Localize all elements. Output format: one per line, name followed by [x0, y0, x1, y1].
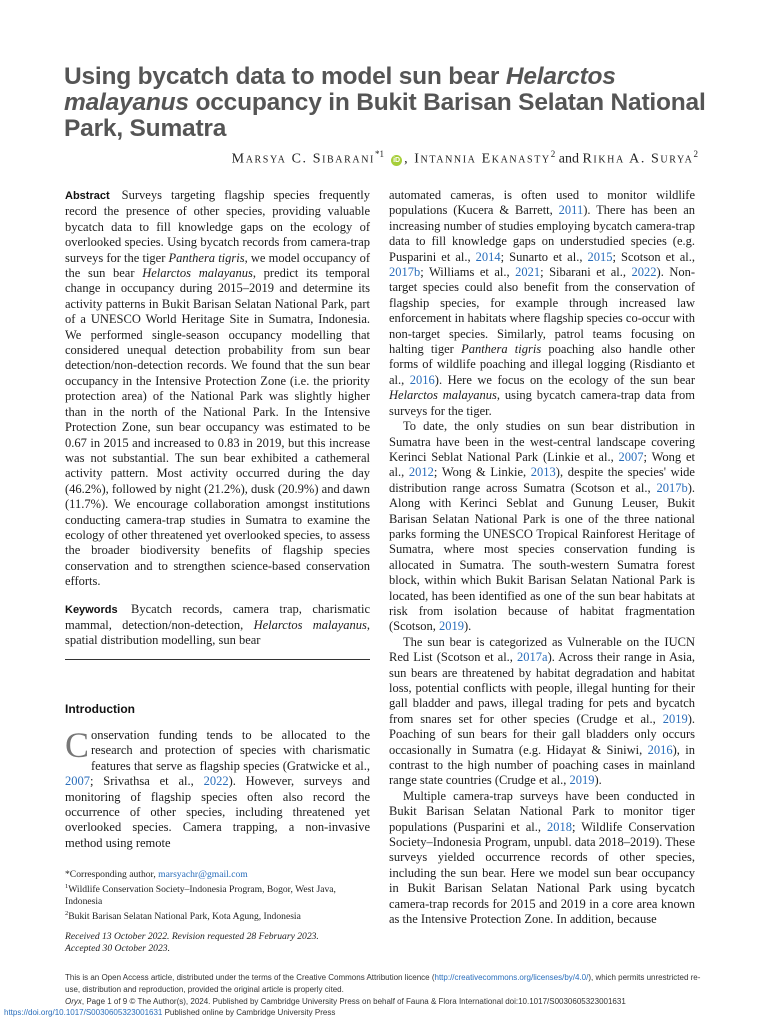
license-link[interactable]: http://creativecommons.org/licenses/by/4.0/ [434, 973, 589, 982]
body-text: ; Scotson et al., [612, 249, 695, 264]
citation-link[interactable]: 2015 [587, 249, 613, 264]
body-text: ; Wong & Linkie, [433, 465, 531, 480]
email-link[interactable]: marsyachr@gmail.com [158, 869, 248, 880]
citation-link[interactable]: 2017b [389, 265, 421, 280]
paragraph [389, 635, 695, 789]
drop-cap: C [65, 725, 90, 765]
abstract-text: Panthera tigris [168, 250, 245, 265]
citation-link[interactable]: 2022 [631, 265, 657, 280]
keywords-text: Bycatch records, camera trap, charismatic mammal, detection/non-detection, [65, 601, 370, 632]
affiliation-1 [65, 881, 370, 908]
citation-link[interactable]: 2019 [569, 773, 595, 788]
abstract-label: Abstract [65, 190, 110, 202]
body-text: Multiple camera-trap surveys have been conducted in Bukit Barisan Selatan National Park to monitor tiger populations (Pusparini et al., [389, 788, 695, 834]
intro-text: onservation funding tends to be allocated to the research and protection of species with charismatic features that serve as flagship species (Gratwicke et al., [91, 728, 370, 773]
published-online-text: Published online by Cambridge University Press [162, 1008, 336, 1017]
author-2: Intannia Ekanasty [414, 151, 551, 167]
title-text-2: occupancy in Bukit Barisan Selatan National Park, Sumatra [64, 89, 706, 142]
body-text: ), despite the species' wide distribution range across Sumatra (Scotson et al., [389, 465, 695, 495]
footnotes [65, 869, 370, 955]
body-text: ). Non-target species could also benefit from the conservation of flagship species, for example through increased law enforcement in habitats where flagship species co-occur with non-target species. Similarly, patrol teams focusing on halting tiger [389, 265, 696, 357]
citation-link[interactable]: 2007 [618, 449, 644, 464]
body-text: The sun bear is categorized as Vulnerable on the IUCN Red List (Scotson et al., [389, 634, 695, 665]
citation-link[interactable]: 2019 [662, 711, 688, 726]
citation-link[interactable]: 2018 [546, 819, 572, 834]
abstract-text: Surveys targeting flagship species frequently record the presence of other species, providing valuable bycatch data to fill knowledge gaps on the ecology of overlooked species. Using bycatch records from camera-trap surveys for the tiger [65, 188, 370, 265]
doi-link[interactable]: https://doi.org/10.1017/S0030605323001631 [4, 1008, 163, 1017]
license-text-part: ), which permits unrestricted re-use, distribution and reproduction, provided the original article is properly cited. [65, 973, 701, 994]
body-text: ). Poaching of sun bears for their gall bladders only occurs occasionally in Sumatra (e.g. Hidayat & Siniwi, [389, 711, 695, 757]
citation-link[interactable]: 2011 [558, 203, 584, 218]
citation-link[interactable]: 2017b [656, 480, 688, 495]
abstract-text: , we model occupancy of the sun bear [65, 250, 370, 281]
intro-text: ). However, surveys and monitoring of flagship species often also record the occurrence of other species, including threatened yet overlooked species. Camera trapping, a non-invasive method using remote [65, 774, 370, 850]
license-notice [65, 972, 705, 1008]
body-text: ). Along with Kerinci Seblat and Gunung Leuser, Bukit Barisan Selatan National Park is one of the three national parks forming the UNESCO Tropical Rainforest Heritage of Sumatra, where most species conservation funding is allocated in Sumatra. The south-western Sumatra forest block, within which Bukit Barisan Selatan National Park is located, has been identified as one of the sun bear habitats at risk from isolation because of habitat fragmentation (Scotson, [389, 480, 695, 634]
intro-text: ; Srivathsa et al., [90, 774, 204, 789]
body-text: ; Sibarani et al., [540, 265, 632, 280]
introduction-heading: Introduction [65, 702, 135, 716]
accepted-date: Accepted 30 October 2023. [65, 943, 170, 955]
footnote-text: *Corresponding author, [65, 869, 159, 880]
received-date: Received 13 October 2022. Revision requested 28 February 2023. [65, 931, 319, 943]
body-text: , using bycatch camera-trap data from surveys for the tiger. [389, 388, 696, 418]
author-1-affiliation: *1 [374, 149, 384, 159]
citation-link[interactable]: 2022 [203, 774, 229, 789]
citation-link[interactable]: 2016 [647, 742, 673, 757]
right-column [389, 188, 695, 928]
citation-link[interactable]: 2021 [515, 265, 541, 280]
title-text-1: Using bycatch data to model sun bear [64, 63, 506, 90]
body-text: ), in contrast to the high number of poaching cases in mainland range state countries (Crudge et al., [389, 742, 695, 788]
keywords [65, 602, 370, 649]
footnote-sup: 2 [65, 910, 69, 918]
license-text-part: This is an Open Access article, distributed under the terms of the Creative Commons Attribution licence ( [65, 973, 435, 982]
citation-link[interactable]: 2007 [65, 774, 90, 789]
doi-footer [0, 1008, 404, 1018]
license-text [65, 972, 705, 996]
article-title [64, 64, 714, 142]
author-3-affiliation: 2 [693, 149, 698, 159]
abstract [65, 188, 370, 590]
section-divider [65, 659, 370, 660]
title-species-name: Helarctos malayanus [64, 63, 616, 116]
corresponding-author [65, 869, 370, 881]
journal-line [65, 996, 705, 1008]
journal-info: , Page 1 of 9 © The Author(s), 2024. Published by Cambridge University Press on behalf of Fauna & Flora International doi:10.1017/S0030605323001631 [81, 997, 626, 1006]
author-separator: , [404, 151, 415, 167]
keywords-text: Helarctos malayanus [253, 617, 367, 632]
citation-link[interactable]: 2017a [517, 650, 548, 665]
body-text: ). [464, 619, 472, 634]
body-text: automated cameras, is often used to monitor wildlife populations (Kucera & Barrett, [389, 188, 695, 218]
body-text: To date, the only studies on sun bear distribution in Sumatra have been in the west-central landscape covering Kerinci Seblat National Park (Linkie et al., [389, 419, 695, 464]
citation-link[interactable]: 2019 [439, 619, 464, 634]
body-text: poaching also handle other forms of wildlife poaching and illegal logging (Risdianto et al., [389, 342, 696, 387]
body-text: ; Williams et al., [420, 265, 516, 280]
paragraph [389, 419, 695, 635]
footnote-text: Bukit Barisan Selatan National Park, Kota Agung, Indonesia [68, 911, 301, 923]
author-and: and [555, 151, 583, 167]
citation-link[interactable]: 2012 [408, 465, 434, 480]
footnote-sup: 1 [65, 883, 69, 890]
author-list [0, 149, 698, 168]
citation-link[interactable]: 2016 [409, 372, 435, 387]
abstract-text: , predict its temporal change in occupancy during 2015–2019 and determine its activity patterns in Bukit Barisan Selatan National Park, part of a UNESCO World Heritage Site in Sumatra, Indonesia. We performed single-season occupancy modelling that considered unequal detection probability from sun bear detection/non-detection records. We found that the sun bear occupancy in the Intensive Protection Zone (i.e. the priority protection area) of the National Park was slightly higher than in the north of the National Park. In the Intensive Protection Zone, sun bear occupancy was estimated to be 0.67 in 2015 and increased to 0.83 in 2019, but this increase was not substantial. The sun bear exhibited a cathemeral activity pattern. Most activity occurred during the day (46.2%), followed by night (21.2%), dusk (20.9%) and dawn (11.7%). We encourage collaboration amongst institutions conducting camera-trap studies in Sumatra to examine the ecology of other threatened yet overlooked species, to assess the broader biodiversity benefits of flagship species conservation and to strengthen science-based conservation efforts. [65, 266, 370, 589]
abstract-text: Helarctos malayanus [142, 266, 253, 281]
body-text: ). [594, 773, 602, 788]
author-1: Marsya C. Sibarani [231, 151, 375, 167]
author-2-affiliation: 2 [550, 149, 556, 159]
body-text: ; Wong et al., [389, 449, 695, 480]
paragraph [389, 789, 695, 928]
journal-name: Oryx [65, 997, 82, 1006]
body-text: ; Wildlife Conservation Society–Indonesia Program, unpubl. data 2018–2019). These surveys yielded occurrence records of other species, including the sun bear. Here we model sun bear occupancy in Bukit Barisan Selatan National Park using bycatch camera-trap records for 2015 and 2019 in a core area known as the Intensive Protection Zone. In addition, because [389, 819, 695, 927]
keywords-label: Keywords [65, 603, 118, 616]
body-text: Panthera tigris [461, 342, 542, 357]
body-text: ; Sunarto et al., [500, 249, 588, 264]
keywords-text: , spatial distribution modelling, sun bear [65, 617, 371, 648]
introduction-text [65, 725, 370, 851]
body-text: ). Here we focus on the ecology of the sun bear [434, 372, 695, 387]
body-text: ). There has been an increasing number of studies employing bycatch camera-trap data to fill knowledge gaps on understudied species (e.g. Pusparini et al., [389, 203, 695, 264]
body-text: Helarctos malayanus [389, 388, 497, 403]
paragraph [389, 188, 695, 419]
orcid-icon[interactable]: iD [393, 156, 401, 164]
affiliation-2 [65, 908, 370, 923]
citation-link[interactable]: 2014 [475, 249, 501, 264]
footnote-text: Wildlife Conservation Society–Indonesia Program, Bogor, West Java, Indonesia [65, 884, 336, 908]
citation-link[interactable]: 2013 [530, 465, 556, 480]
author-3: Rikha A. Surya [582, 151, 694, 167]
body-text: ). Across their range in Asia, sun bears are threatened by habitat degradation and habitat loss, potential conflicts with people, illegal hunting for their gall bladder and paws, illegal trading for pets and bycatch from snares set for other species (Crudge et al., [389, 650, 695, 726]
left-column [65, 188, 370, 649]
